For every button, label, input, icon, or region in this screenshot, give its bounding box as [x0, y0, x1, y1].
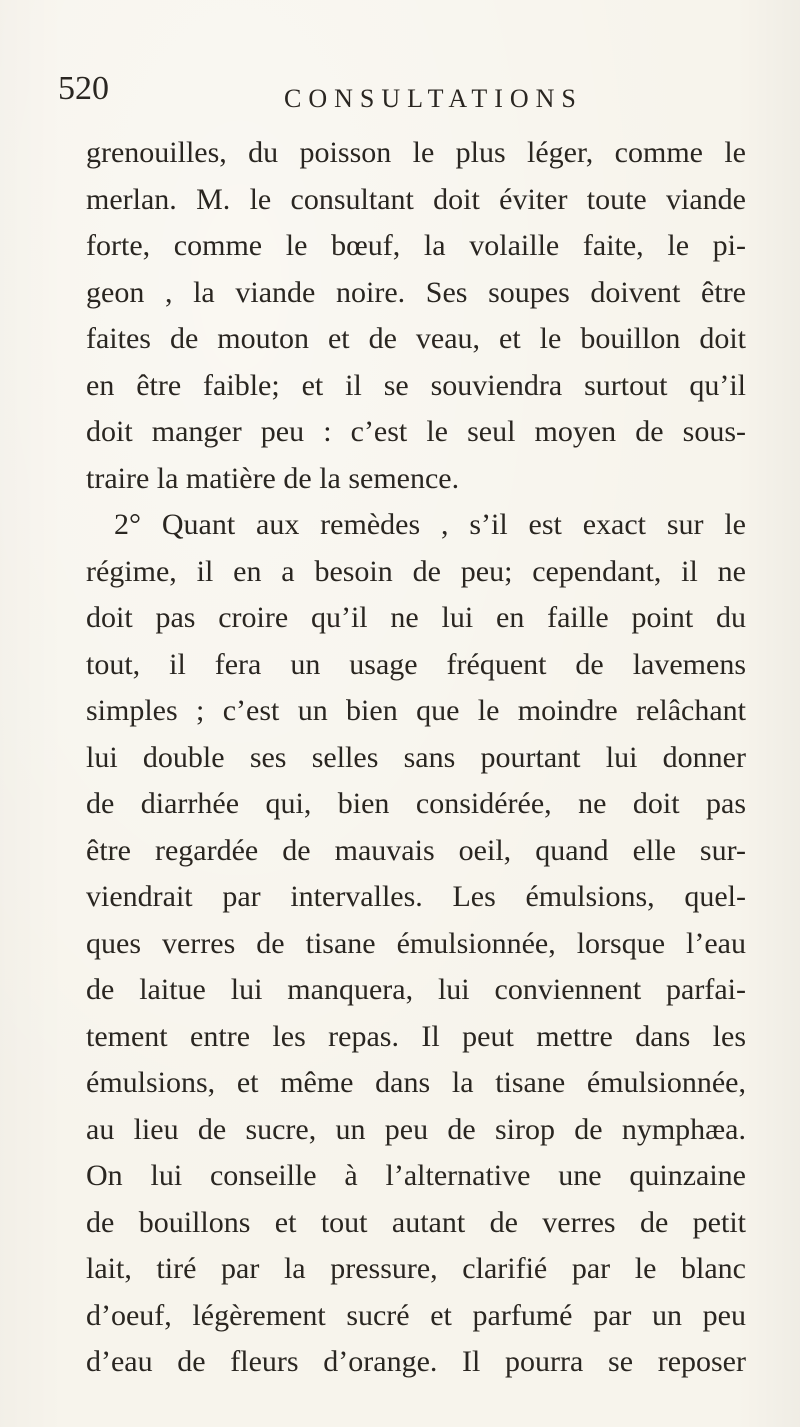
text-line: forte, comme le bœuf, la volaille faite, le pi- [86, 229, 746, 262]
text-line: grenouilles, du poisson le plus léger, comme le [86, 136, 746, 169]
text-line: simples ; c’est un bien que le moindre relâchant [86, 694, 746, 727]
text-line: régime, il en a besoin de peu; cependant, il ne [86, 554, 746, 588]
text-line: lait, tiré par la pressure, clarifié par le blanc [86, 1252, 746, 1285]
text-line: viendrait par intervalles. Les émulsions, quel- [86, 880, 746, 913]
text-line: geon , la viande noire. Ses soupes doivent être [86, 275, 746, 309]
text-line: lui double ses selles sans pourtant lui donner [86, 740, 746, 774]
text-line: faites de mouton et de veau, et le bouillon doit [86, 322, 746, 355]
text-line: de bouillons et tout autant de verres de petit [86, 1205, 746, 1239]
text-line: émulsions, et même dans la tisane émulsionnée, [86, 1066, 746, 1099]
text-line: ques verres de tisane émulsionnée, lorsque l’eau [86, 926, 746, 960]
text-line: tout, il fera un usage fréquent de lavemens [86, 647, 746, 681]
text-line: tement entre les repas. Il peut mettre dans les [86, 1019, 746, 1053]
text-line: d’oeuf, légèrement sucré et parfumé par un peu [86, 1298, 746, 1332]
text-line: être regardée de mauvais oeil, quand elle sur- [86, 833, 746, 867]
text-line: 2° Quant aux remèdes , s’il est exact sur le [114, 508, 746, 541]
text-line: On lui conseille à l’alternative une quinzaine [86, 1159, 746, 1192]
body-text [86, 130, 746, 1386]
text-line: d’eau de fleurs d’orange. Il pourra se reposer [86, 1345, 746, 1378]
running-head: CONSULTATIONS [284, 84, 583, 113]
page-number: 520 [58, 70, 109, 107]
text-line: doit pas croire qu’il ne lui en faille point du [86, 601, 746, 634]
page-header [58, 70, 758, 120]
text-line: au lieu de sucre, un peu de sirop de nymphæa. [86, 1112, 746, 1146]
text-line: en être faible; et il se souviendra surtout qu’il [86, 368, 746, 402]
text-line: doit manger peu : c’est le seul moyen de sous- [86, 415, 746, 448]
text-line: traire la matière de la semence. [86, 461, 460, 495]
text-line: merlan. M. le consultant doit éviter toute viande [86, 182, 746, 216]
text-line: de laitue lui manquera, lui conviennent parfai- [86, 973, 746, 1006]
text-line: de diarrhée qui, bien considérée, ne doit pas [86, 787, 746, 820]
